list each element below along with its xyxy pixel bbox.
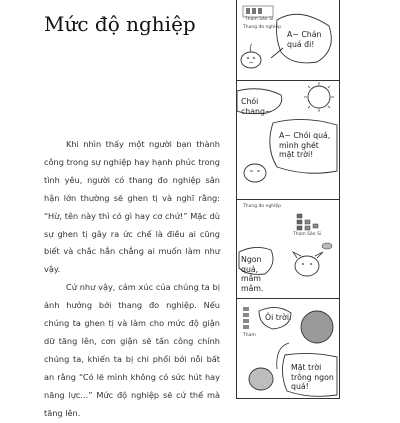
speech-bubble: Ngon quá, mâm mâm. xyxy=(241,255,264,293)
speech-bubble: A~ Chói quá, mình ghét mặt trời! xyxy=(279,131,331,159)
paragraph: Khi nhìn thấy một người bạn thành công trong sự nghiệp hay hạnh phúc trong tình yêu, người có thang đo nghiệp sân hận lớn thường sẽ ghen tị và nghĩ rằng: “Hừ, tên này thì có gì hay cơ chứ!” Mặc dù sự ghen tị gây ra ức chế là điều ai cũng biết và chắc hẳn chẳng ai muốn làm như vậy. xyxy=(44,139,220,275)
body-text xyxy=(44,136,220,423)
speech-bubble: Mặt trời trông ngon quá! xyxy=(291,363,334,391)
speech-bubble: Ôi trời. xyxy=(265,313,292,322)
character-label: Tham xyxy=(243,333,256,338)
comic-strip xyxy=(236,0,340,399)
paragraph: Cứ như vậy, cảm xúc của chúng ta bị ảnh hưởng bởi thang đo nghiệp. Nếu chúng ta ghen tị và làm cho mức độ giận dữ tăng lên, cơn giận sẽ tấn công chính chúng ta, khiến ta bị chi phối bởi nỗi bất an rằng “Có lẽ mình không có sức hút hay năng lực...” Mức độ nghiệp sẽ cứ thế mà tăng lên. xyxy=(44,282,220,418)
caption-label: Thang đo nghiệp xyxy=(243,25,281,30)
comic-panel-2 xyxy=(237,81,339,200)
comic-panel-1 xyxy=(237,0,339,81)
comic-panel-3 xyxy=(237,200,339,299)
comic-panel-4 xyxy=(237,299,339,399)
speech-bubble: A~ Chán quá đi! xyxy=(287,30,322,49)
page-title: Mức độ nghiệp xyxy=(44,12,196,36)
speech-bubble: Chói chang~ xyxy=(241,97,272,116)
caption-label: Thang đo nghiệp xyxy=(243,204,281,209)
sign-label: Tham Sân Si xyxy=(293,232,322,237)
sign-label: Tham Sân Si xyxy=(245,17,274,22)
